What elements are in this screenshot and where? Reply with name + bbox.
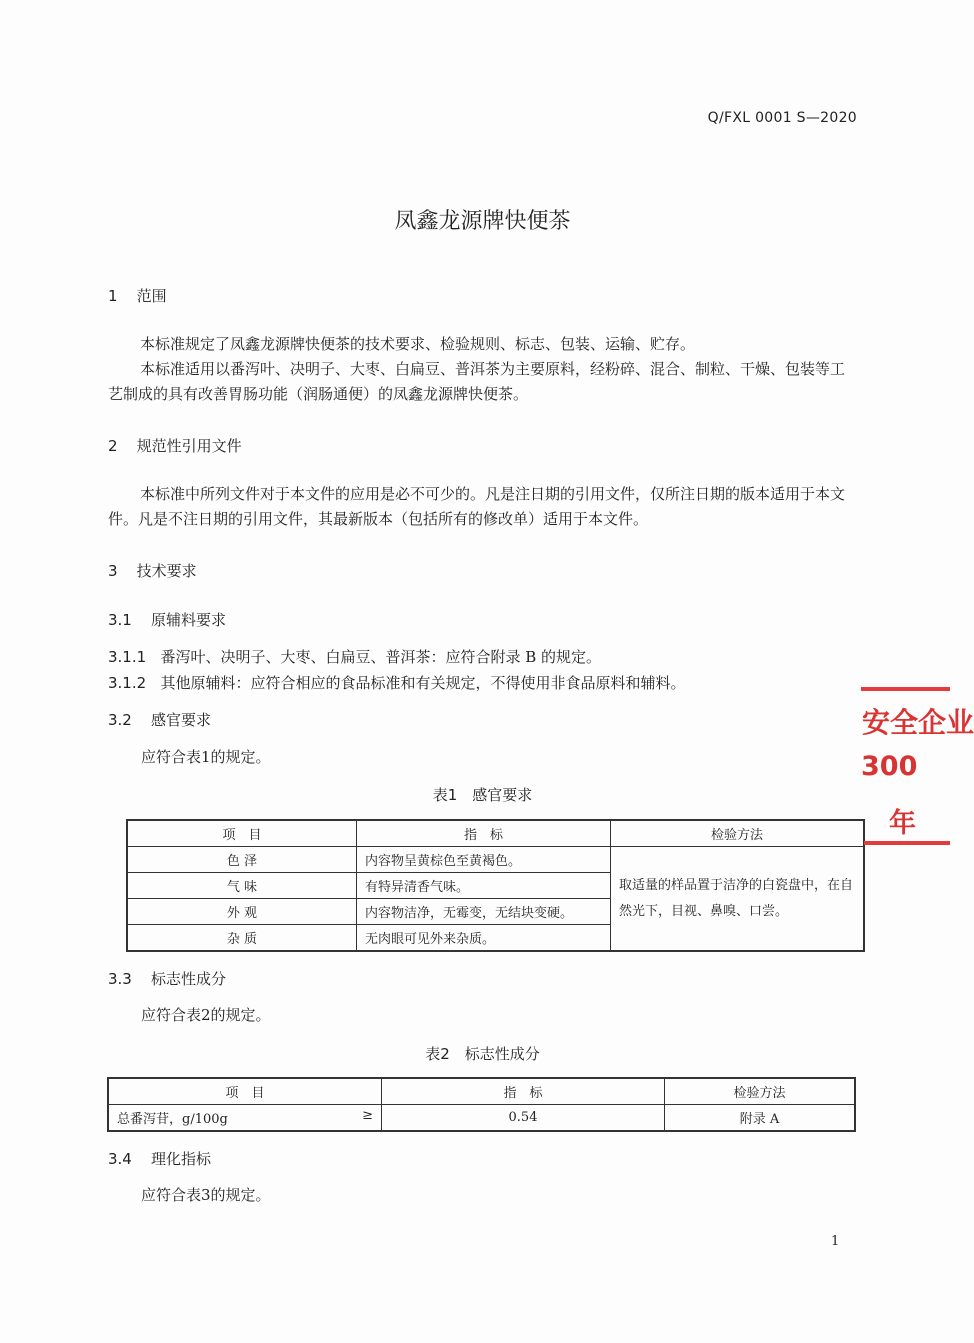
clause-text: 番泻叶、决明子、大枣、白扁豆、普洱茶：应符合附录 B 的规定。 <box>160 648 602 666</box>
stamp-seal <box>858 687 974 847</box>
item-cell: 杂 质 <box>127 925 357 952</box>
table-header-row <box>108 1078 855 1105</box>
clause-text: 其他原辅料：应符合相应的食品标准和有关规定，不得使用非食品原料和辅料。 <box>160 674 686 692</box>
clause-number: 3.1.2 <box>108 674 147 692</box>
header-spec: 指 标 <box>357 820 611 847</box>
section-number: 1 <box>108 287 118 305</box>
table-row <box>127 847 864 873</box>
section-title: 感官要求 <box>150 711 211 729</box>
document-title: 凤鑫龙源牌快便茶 <box>394 209 571 234</box>
header-item: 项 目 <box>108 1078 382 1105</box>
section-3-2-paragraph: 应符合表1的规定。 <box>141 748 271 766</box>
section-title: 理化指标 <box>150 1150 211 1168</box>
table-2-caption: 表2 标志性成分 <box>425 1045 540 1063</box>
header-spec: 指 标 <box>382 1078 665 1105</box>
section-number: 3.3 <box>108 970 132 988</box>
spec-cell: 无肉眼可见外来杂质。 <box>357 925 611 952</box>
stamp-bottom-line <box>864 841 950 845</box>
sensory-requirements-table <box>126 819 865 952</box>
item-cell <box>108 1105 382 1132</box>
header-method: 检验方法 <box>611 820 865 847</box>
section-title: 规范性引用文件 <box>136 437 242 455</box>
table-row <box>108 1105 855 1132</box>
section-3-4-heading <box>108 1148 211 1169</box>
spec-cell: 内容物呈黄棕色至黄褐色。 <box>357 847 611 873</box>
section-title: 原辅料要求 <box>150 611 226 629</box>
section-number: 3.4 <box>108 1150 132 1168</box>
spec-cell: 内容物洁净，无霉变，无结块变硬。 <box>357 899 611 925</box>
item-cell: 气 味 <box>127 873 357 899</box>
section-3-2-heading <box>108 709 211 730</box>
section-1-heading <box>108 285 167 306</box>
section-3-3-heading <box>108 968 226 989</box>
marker-component-table <box>107 1077 856 1132</box>
section-3-heading <box>108 560 197 581</box>
table-1-caption: 表1 感官要求 <box>432 786 533 804</box>
section-1-paragraph-1: 本标准规定了凤鑫龙源牌快便茶的技术要求、检验规则、标志、包装、运输、贮存。 <box>140 335 696 353</box>
operator-text: ≥ <box>362 1108 373 1123</box>
page-number: 1 <box>831 1234 840 1249</box>
spec-cell: 有特异清香气味。 <box>357 873 611 899</box>
stamp-top-line <box>861 687 950 691</box>
item-text: 总番泻苷，g/100g <box>117 1112 228 1127</box>
section-number: 2 <box>108 437 118 455</box>
section-number: 3.2 <box>108 711 132 729</box>
section-2-heading <box>108 435 242 456</box>
section-2-paragraph: 本标准中所列文件对于本文件的应用是必不可少的。凡是注日期的引用文件，仅所注日期的版本适用于本文件。凡是不注日期的引用文件，其最新版本（包括所有的修改单）适用于本文件。 <box>108 485 846 528</box>
section-number: 3 <box>108 562 118 580</box>
clause-number: 3.1.1 <box>108 648 147 666</box>
document-code: Q/FXL 0001 S—2020 <box>707 110 857 126</box>
stamp-text-line2: 300 <box>861 751 918 782</box>
header-item: 项 目 <box>127 820 357 847</box>
section-3-4-paragraph: 应符合表3的规定。 <box>141 1186 271 1204</box>
method-cell: 取适量的样品置于洁净的白瓷盘中，在自然光下，目视、鼻嗅、口尝。 <box>611 847 865 952</box>
section-number: 3.1 <box>108 611 132 629</box>
section-title: 标志性成分 <box>150 970 226 988</box>
spec-cell: 0.54 <box>382 1105 665 1132</box>
item-cell: 色 泽 <box>127 847 357 873</box>
stamp-text-line1: 安全企业 <box>862 706 974 739</box>
section-1-paragraph-2: 本标准适用以番泻叶、决明子、大枣、白扁豆、普洱茶为主要原料，经粉碎、混合、制粒、干燥、包装等工艺制成的具有改善胃肠功能（润肠通便）的凤鑫龙源牌快便茶。 <box>108 360 846 403</box>
section-title: 技术要求 <box>136 562 197 580</box>
stamp-text-line3: 年 <box>889 808 916 839</box>
item-cell: 外 观 <box>127 899 357 925</box>
section-3-3-paragraph: 应符合表2的规定。 <box>141 1006 271 1024</box>
clause-3-1-2 <box>108 671 858 696</box>
header-method: 检验方法 <box>665 1078 856 1105</box>
table-header-row <box>127 820 864 847</box>
clause-3-1-1 <box>108 645 858 670</box>
method-cell: 附录 A <box>665 1105 856 1132</box>
section-title: 范围 <box>136 287 167 305</box>
section-3-1-heading <box>108 609 226 630</box>
